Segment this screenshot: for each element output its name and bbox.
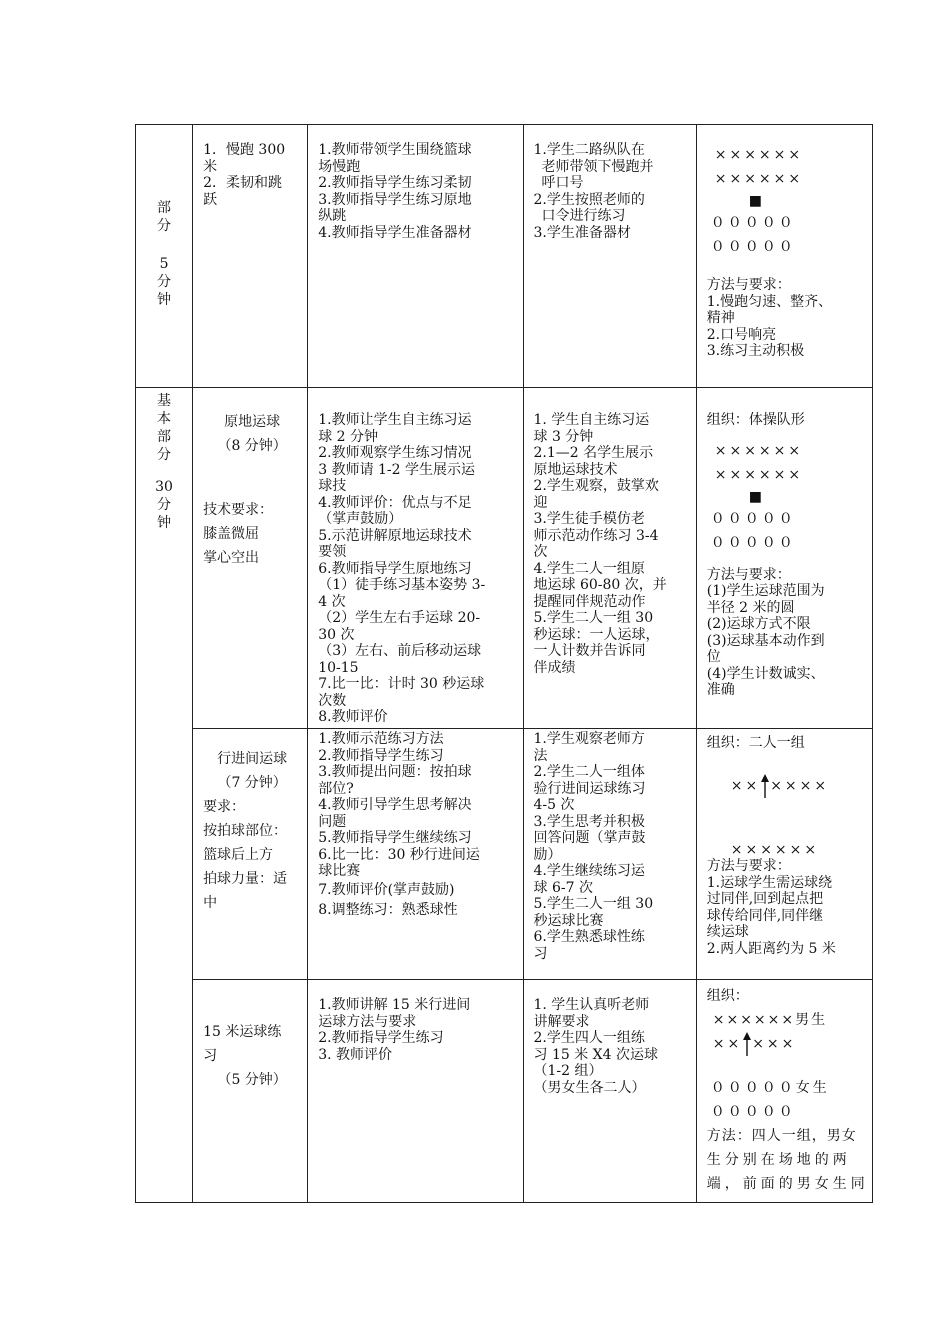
organization-cell bbox=[696, 980, 872, 1203]
text-line: 6.教师指导学生原地练习 bbox=[318, 560, 472, 577]
text-line: 篮球后上方 bbox=[203, 847, 274, 863]
content-text bbox=[193, 125, 307, 208]
arrow-up-icon bbox=[760, 774, 770, 796]
student-formation-row bbox=[707, 1032, 866, 1056]
text-line: 球 6-7 次 bbox=[533, 879, 593, 896]
student-activity-list bbox=[524, 125, 696, 241]
text-line: 基 bbox=[157, 393, 172, 409]
teacher-marker: ■ bbox=[748, 488, 762, 505]
text-line: 7.教师评价(掌声鼓励) bbox=[318, 881, 455, 898]
teacher-marker: ■ bbox=[748, 193, 762, 209]
text-line: 2.教师观察学生练习情况 bbox=[318, 445, 472, 461]
teacher-activity-list bbox=[308, 388, 522, 726]
student-activity-cell bbox=[523, 388, 696, 729]
text-line: 纵跳 bbox=[318, 208, 347, 224]
text-line: 行进间运球 bbox=[217, 751, 288, 767]
organization-diagram bbox=[697, 125, 872, 360]
text-line: 迎 bbox=[533, 494, 548, 511]
method-title: 方法与要求： bbox=[706, 277, 791, 293]
text-line: 准确 bbox=[706, 682, 735, 698]
student-formation-row: ０００００ bbox=[710, 239, 796, 255]
teacher-activity-cell bbox=[308, 125, 523, 388]
content-text bbox=[193, 729, 307, 915]
text-line: 膝盖微屈 bbox=[203, 526, 260, 542]
organization-title: 组织： bbox=[706, 988, 749, 1004]
text-line: （3）左右、前后移动运球 bbox=[318, 643, 482, 659]
student-formation-row: ０００００ bbox=[710, 215, 796, 231]
organization-cell bbox=[696, 125, 872, 388]
organization-diagram bbox=[697, 729, 872, 957]
text-line: 2.教师指导学生练习柔韧 bbox=[318, 175, 472, 191]
text-line: 呼口号 bbox=[541, 175, 584, 191]
student-formation-row: ０００００ bbox=[710, 534, 796, 551]
text-line: 运球方法与要求 bbox=[318, 1013, 417, 1030]
text-line: 2.学生二人一组体 bbox=[533, 764, 645, 780]
text-line: 6.比一比：30 秒行进间运 bbox=[318, 846, 480, 863]
student-activity-list bbox=[524, 729, 696, 962]
student-activity-cell bbox=[523, 125, 696, 388]
text-line: 生分别在场地的两 bbox=[706, 1152, 851, 1168]
text-line: 1. 学生认真听老师 bbox=[533, 997, 650, 1013]
text-line: 师示范动作练习 3-4 bbox=[533, 527, 659, 544]
text-line: 球传给同伴,同伴继 bbox=[706, 907, 824, 924]
text-line: 7.比一比：计时 30 秒运球 bbox=[318, 676, 485, 692]
section-label bbox=[136, 125, 192, 309]
text-line: 2.教师指导学生练习 bbox=[318, 747, 444, 764]
student-formation-row: ×××××× bbox=[714, 442, 804, 459]
text-line: （8 分钟） bbox=[217, 438, 287, 454]
text-line: 5.学生二人一组 30 bbox=[533, 896, 654, 912]
text-line: 2.1—2 名学生展示 bbox=[533, 445, 654, 461]
text-line: (1)学生运球范围为 bbox=[706, 583, 825, 599]
table-row bbox=[136, 125, 873, 388]
text-line: 要领 bbox=[318, 544, 347, 560]
table-row bbox=[136, 729, 873, 980]
text-line: 部 bbox=[157, 429, 172, 445]
section-cell bbox=[136, 125, 193, 388]
content-cell bbox=[193, 125, 308, 388]
text-line: 2.学生四人一组练 bbox=[533, 1030, 645, 1046]
text-line: 中 bbox=[203, 895, 218, 911]
text-line: （2）学生左右手运球 20- bbox=[318, 610, 481, 626]
text-line: 原地运球 bbox=[224, 414, 281, 430]
text-line: 秒运球比赛 bbox=[533, 912, 604, 929]
text-line: 1.运球学生需运球绕 bbox=[706, 874, 833, 891]
text-line: 秒运球：一人运球， bbox=[533, 626, 660, 643]
student-formation-row: ××××××男生 bbox=[712, 1012, 828, 1028]
organization-diagram bbox=[697, 388, 872, 699]
text-line: 地运球 60-80 次，并 bbox=[533, 577, 667, 593]
text-line: 3. 教师评价 bbox=[318, 1046, 393, 1063]
text-line: （1-2 组） bbox=[533, 1063, 603, 1079]
organization-cell bbox=[696, 729, 872, 980]
text-line: 3.教师指导学生练习原地 bbox=[318, 191, 472, 208]
text-line: 4.教师指导学生准备器材 bbox=[318, 224, 472, 241]
text-line: 30 bbox=[155, 479, 173, 495]
text-line: 球 3 分钟 bbox=[533, 428, 594, 445]
text-line: 1.教师示范练习方法 bbox=[318, 731, 444, 747]
student-activity-list bbox=[524, 980, 696, 1096]
text-line: 15 米运球练 bbox=[203, 1024, 282, 1040]
method-title: 方法与要求： bbox=[706, 858, 791, 874]
text-line: 30 次 bbox=[318, 626, 355, 643]
text-line: ×××× bbox=[770, 777, 830, 794]
text-line: 部位? bbox=[318, 780, 354, 797]
student-formation-row: ０００００女生 bbox=[710, 1080, 830, 1096]
student-activity-cell bbox=[523, 980, 696, 1203]
text-line: 讲解要求 bbox=[533, 1013, 590, 1030]
text-line: 3.教师提出问题：按拍球 bbox=[318, 764, 472, 780]
text-line: 1.教师讲解 15 米行进间 bbox=[318, 997, 471, 1013]
student-formation-row bbox=[707, 774, 866, 796]
text-line: 4.学生继续练习运 bbox=[533, 863, 645, 879]
text-line: 提醒同伴规范动作 bbox=[533, 593, 646, 610]
organization-title: 组织：二人一组 bbox=[706, 735, 805, 751]
text-line: 原地运球技术 bbox=[533, 461, 618, 478]
text-line: 5.学生二人一组 30 bbox=[533, 610, 654, 626]
text-line: 掌心空出 bbox=[203, 550, 260, 566]
text-line: （1）徒手练习基本姿势 3- bbox=[318, 577, 486, 593]
method-title: 方法与要求： bbox=[706, 566, 791, 583]
teacher-activity-cell bbox=[308, 388, 523, 729]
text-line: 分 bbox=[157, 447, 172, 463]
text-line: 钟 bbox=[157, 515, 172, 531]
section-label bbox=[136, 388, 192, 532]
text-line: 次 bbox=[533, 544, 548, 560]
text-line: 球比赛 bbox=[318, 863, 361, 879]
arrow-up-icon bbox=[742, 1032, 752, 1054]
text-line: 励） bbox=[533, 846, 562, 863]
text-line: (3)运球基本动作到 bbox=[706, 632, 825, 649]
text-line: 10-15 bbox=[318, 659, 359, 676]
text-line: 3.学生徒手模仿老 bbox=[533, 511, 645, 527]
text-line: 5.教师指导学生继续练习 bbox=[318, 830, 472, 846]
student-activity-cell bbox=[523, 729, 696, 980]
text-line: 分 bbox=[157, 497, 172, 513]
text-line: 4.学生二人一组原 bbox=[533, 560, 645, 577]
content-text bbox=[193, 980, 307, 1092]
text-line: 6.学生熟悉球性练 bbox=[533, 929, 645, 945]
text-line: 伴成绩 bbox=[533, 659, 576, 676]
text-line: 1. 学生自主练习运 bbox=[533, 412, 650, 428]
text-line: 要求： bbox=[203, 799, 246, 815]
text-line: 按拍球部位： bbox=[203, 823, 288, 839]
text-line: 分 bbox=[157, 274, 172, 290]
text-line: 半径 2 米的圆 bbox=[706, 599, 795, 616]
table-row bbox=[136, 388, 873, 729]
text-line: 球技 bbox=[318, 478, 347, 494]
text-line: 2.口号响亮 bbox=[706, 326, 777, 343]
text-line: 部 bbox=[157, 200, 172, 216]
text-line: 精神 bbox=[706, 310, 735, 326]
text-line: 2．柔韧和跳 bbox=[203, 175, 282, 191]
text-line: 8.教师评价 bbox=[318, 709, 388, 725]
text-line: 习 bbox=[533, 945, 548, 962]
text-line: (2)运球方式不限 bbox=[706, 616, 811, 632]
teacher-activity-cell bbox=[308, 729, 523, 980]
text-line: ×× bbox=[730, 777, 761, 794]
text-line: (4)学生计数诚实、 bbox=[706, 665, 825, 682]
content-cell bbox=[193, 729, 308, 980]
text-line: 端，前面的男女生同 bbox=[706, 1176, 869, 1192]
text-line: 4.教师引导学生思考解决 bbox=[318, 797, 472, 813]
student-formation-row: ×××××× bbox=[714, 466, 804, 483]
text-line: 4.教师评价：优点与不足 bbox=[318, 494, 472, 511]
text-line: 分 bbox=[157, 218, 172, 234]
text-line: ×× bbox=[712, 1036, 743, 1052]
student-formation-row: ×××××× bbox=[714, 171, 804, 187]
text-line: 米 bbox=[203, 158, 218, 175]
text-line: 1.教师带领学生围绕篮球 bbox=[318, 142, 472, 158]
text-line: 过同伴,回到起点把 bbox=[706, 891, 824, 907]
text-line: 场慢跑 bbox=[318, 158, 361, 175]
text-line: 回答问题（掌声鼓 bbox=[533, 830, 646, 846]
text-line: 方法：四人一组，男女 bbox=[706, 1128, 857, 1144]
student-formation-row: ×××××× bbox=[714, 147, 804, 163]
text-line: 2.两人距离约为 5 米 bbox=[706, 940, 836, 957]
text-line: 球 2 分钟 bbox=[318, 428, 379, 445]
text-line: 3.练习主动积极 bbox=[706, 343, 805, 359]
text-line: 1.教师让学生自主练习运 bbox=[318, 412, 472, 428]
text-line: 1.学生二路纵队在 bbox=[533, 142, 645, 158]
text-line: 3.学生思考并积极 bbox=[533, 813, 645, 830]
text-line: 4 次 bbox=[318, 593, 346, 610]
content-text bbox=[193, 388, 307, 570]
organization-diagram bbox=[697, 980, 872, 1196]
text-line: 钟 bbox=[157, 292, 172, 308]
text-line: 次数 bbox=[318, 692, 347, 709]
text-line: 3 教师请 1-2 学生展示运 bbox=[318, 461, 476, 478]
text-line: （5 分钟） bbox=[217, 1072, 287, 1088]
text-line: 8.调整练习：熟悉球性 bbox=[318, 902, 458, 918]
text-line: 法 bbox=[533, 747, 548, 764]
text-line: 1.慢跑匀速、整齐、 bbox=[706, 293, 833, 310]
text-line: 5.示范讲解原地运球技术 bbox=[318, 527, 472, 544]
text-line: 一人计数并告诉同 bbox=[533, 643, 646, 659]
text-line: 习 15 米 X4 次运球 bbox=[533, 1046, 658, 1063]
teacher-activity-list bbox=[308, 729, 522, 919]
teacher-activity-list bbox=[308, 980, 522, 1063]
text-line: 3.学生准备器材 bbox=[533, 224, 631, 241]
text-line: 5 bbox=[159, 256, 169, 272]
text-line: 1.学生观察老师方 bbox=[533, 731, 645, 747]
text-line: 1．慢跑 300 bbox=[203, 142, 286, 158]
text-line: 2.学生按照老师的 bbox=[533, 191, 645, 208]
text-line: 跃 bbox=[203, 191, 218, 208]
text-line: 技术要求： bbox=[203, 502, 274, 518]
student-formation-row: ０００００ bbox=[710, 510, 796, 527]
content-cell bbox=[193, 980, 308, 1203]
student-activity-list bbox=[524, 388, 696, 676]
organization-title: 组织：体操队形 bbox=[706, 412, 805, 428]
student-formation-row: ０００００ bbox=[710, 1104, 796, 1120]
text-line: 问题 bbox=[318, 813, 347, 830]
text-line: 验行进间运球练习 bbox=[533, 780, 646, 797]
teacher-activity-cell bbox=[308, 980, 523, 1203]
text-line: （男女生各二人） bbox=[533, 1079, 646, 1096]
organization-cell bbox=[696, 388, 872, 729]
student-formation-row: ×××××× bbox=[730, 841, 820, 858]
text-line: 2.教师指导学生练习 bbox=[318, 1030, 444, 1046]
section-cell bbox=[136, 388, 193, 1203]
text-line: 口令进行练习 bbox=[541, 208, 626, 224]
lesson-table bbox=[135, 124, 873, 1203]
text-line: 老师带领下慢跑并 bbox=[541, 158, 654, 175]
text-line: 2.学生观察，鼓掌欢 bbox=[533, 478, 659, 494]
text-line: 位 bbox=[706, 649, 721, 665]
table-row bbox=[136, 980, 873, 1203]
teacher-activity-list bbox=[308, 125, 522, 241]
text-line: ××× bbox=[752, 1036, 797, 1052]
content-cell bbox=[193, 388, 308, 729]
text-line: 拍球力量：适 bbox=[203, 871, 288, 887]
text-line: （7 分钟） bbox=[217, 775, 287, 791]
text-line: 习 bbox=[203, 1048, 218, 1064]
text-line: 4-5 次 bbox=[533, 797, 575, 813]
text-line: 续运球 bbox=[706, 924, 749, 940]
text-line: 本 bbox=[157, 411, 172, 427]
text-line: （掌声鼓励） bbox=[318, 511, 403, 527]
